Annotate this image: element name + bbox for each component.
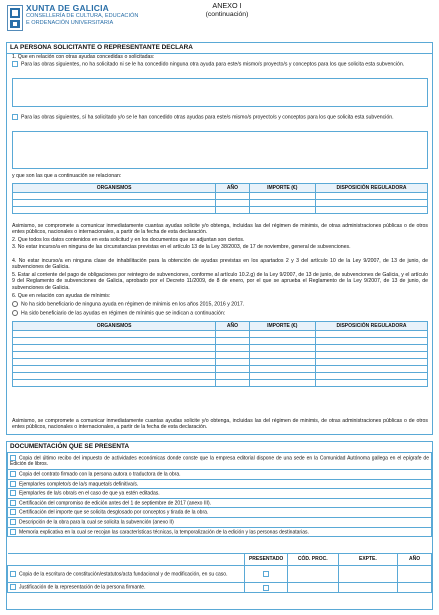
doc-checkbox[interactable] — [10, 584, 16, 590]
department-line2: E ORDENACIÓN UNIVERSITARIA — [26, 20, 114, 27]
doc-checkbox[interactable] — [10, 509, 16, 515]
table-cell[interactable] — [13, 207, 216, 214]
presentado-checkbox[interactable] — [263, 585, 269, 591]
doc-item — [8, 489, 432, 499]
table-cell[interactable] — [216, 373, 249, 380]
declaration-6: 6. Que en relación con ayudas de mínimis: — [12, 293, 111, 299]
expte-cell[interactable] — [338, 583, 397, 593]
doc-item-label: Certificación del compromiso de edición antes del 1 de septiembre de 2017 (anexo III). — [19, 500, 212, 507]
radio-yes-minimis-row — [12, 310, 428, 317]
table-cell[interactable] — [315, 345, 427, 352]
question-1: 1. Que en relación con otras ayudas concedidas o solicitadas: — [12, 54, 155, 60]
doc-row-label: Copia de la escritura de constitución/estatutos/acta fundacional y de modificación, en su caso. — [19, 571, 228, 578]
doc-row — [8, 583, 245, 593]
table-cell[interactable] — [249, 331, 315, 338]
col-presentado: PRESENTADO — [245, 554, 287, 566]
table-cell[interactable] — [216, 207, 249, 214]
minimis-table — [12, 321, 428, 387]
doc-item — [8, 479, 432, 489]
doc-checkbox[interactable] — [10, 571, 16, 577]
doc-item — [8, 527, 432, 537]
option-yes-aid-text: Para las obras siguientes, sí ha solicitado y/o se le han concedido otras ayudas para este/s mismo/s proyecto/s y conceptos para los que solicita esta subvención. — [21, 114, 394, 121]
ano-cell[interactable] — [398, 583, 432, 593]
table-cell[interactable] — [315, 352, 427, 359]
table-cell[interactable] — [249, 380, 315, 387]
col-ano: AÑO — [216, 322, 249, 331]
table-cell[interactable] — [249, 193, 315, 200]
doc-item — [8, 453, 432, 470]
table-cell[interactable] — [13, 380, 216, 387]
doc-checkbox[interactable] — [10, 481, 16, 487]
doc-item-label: Copia del último recibo del impuesto de actividades económicas donde conste que la empresa editorial dispone de una sede en la Comunidad Autónoma gallega en el epígrafe de Edición de libros. — [10, 455, 429, 468]
table-cell[interactable] — [216, 380, 249, 387]
doc-item — [8, 517, 432, 527]
col-disposicion: DISPOSICIÓN REGULADORA — [315, 322, 427, 331]
doc-table-blank-header — [8, 554, 245, 566]
declaration-section-title: LA PERSONA SOLICITANTE O REPRESENTANTE DECLARA — [7, 43, 432, 54]
table-cell[interactable] — [216, 345, 249, 352]
radio-no-minimis-label: No ha sido beneficiario de ninguna ayuda en régimen de mínimis en los años 2015, 2016 y 2017. — [21, 301, 245, 308]
doc-checkbox[interactable] — [10, 455, 16, 461]
table-cell[interactable] — [13, 373, 216, 380]
xunta-logo-icon — [7, 5, 23, 31]
organization-block — [26, 3, 138, 27]
col-importe: IMPORTE (€) — [249, 184, 315, 193]
col-disposicion: DISPOSICIÓN REGULADORA — [315, 184, 427, 193]
presentado-checkbox[interactable] — [263, 571, 269, 577]
table-cell[interactable] — [249, 200, 315, 207]
table-cell[interactable] — [13, 345, 216, 352]
table-cell[interactable] — [216, 338, 249, 345]
doc-item-label: Certificación del importe que se solicita desglosado por conceptos y tirada de la obra. — [19, 509, 209, 516]
table-cell[interactable] — [216, 359, 249, 366]
table-cell[interactable] — [216, 331, 249, 338]
table-cell[interactable] — [13, 352, 216, 359]
declaration-section — [6, 42, 433, 435]
annex-title: ANEXO I — [212, 1, 242, 10]
col-organismos: ORGANISMOS — [13, 184, 216, 193]
documentation-section-title: DOCUMENTACIÓN QUE SE PRESENTA — [7, 442, 432, 453]
annex-label — [192, 2, 262, 19]
table-cell[interactable] — [315, 338, 427, 345]
table-cell[interactable] — [216, 193, 249, 200]
table-cell[interactable] — [315, 373, 427, 380]
table-intro: y que son las que a continuación se relacionan: — [12, 173, 122, 179]
doc-item-label: Ejemplar/es completo/s de la/s maqueta/s definitiva/s. — [19, 481, 139, 487]
cod-proc-cell[interactable] — [287, 583, 338, 593]
doc-item — [8, 498, 432, 508]
doc-item-label: Ejemplar/es de la/s obra/s en el caso de que ya estén editadas. — [19, 490, 160, 497]
col-importe: IMPORTE (€) — [249, 322, 315, 331]
radio-no-minimis-row — [12, 301, 428, 308]
declaration-3: 3. No estar incurso/a en ninguna de las circunstancias previstas en el artículo 13 de la Ley 38/2003, de 17 de noviembre, general de subvenciones. — [12, 244, 351, 250]
annex-subtitle: (continuación) — [205, 10, 249, 18]
table-cell[interactable] — [249, 338, 315, 345]
no-aid-works-field[interactable] — [12, 78, 428, 107]
doc-item-label: Memoria explicativa en la cual se recojan las características técnicas, la temporalización de la edición y las personas destinatarias. — [19, 528, 309, 535]
radio-no-minimis[interactable] — [12, 301, 18, 307]
col-ano: AÑO — [398, 554, 432, 566]
doc-checkbox[interactable] — [10, 500, 16, 506]
doc-row-label: Justificación de la representación de la persona firmante. — [19, 584, 146, 591]
org-name: XUNTA DE GALICIA — [26, 3, 110, 13]
documents-list — [7, 452, 432, 537]
col-cod-proc: CÓD. PROC. — [287, 554, 338, 566]
cod-proc-cell[interactable] — [287, 566, 338, 583]
doc-row — [8, 566, 245, 583]
declaration-4: 4. No estar incurso/a en ninguna clase de inhabilitación para la obtención de ayudas previstas en los apartados 2 y 3 del artículo 10 de la Ley 9/2007, de 13 de junio, de subvenciones de Galicia. — [12, 258, 428, 271]
table-cell[interactable] — [249, 207, 315, 214]
aids-table — [12, 183, 428, 214]
table-cell[interactable] — [315, 200, 427, 207]
table-cell[interactable] — [13, 200, 216, 207]
table-cell[interactable] — [13, 338, 216, 345]
table-cell[interactable] — [315, 380, 427, 387]
table-cell[interactable] — [216, 200, 249, 207]
doc-checkbox[interactable] — [10, 519, 16, 525]
doc-checkbox[interactable] — [10, 529, 16, 535]
doc-item — [8, 508, 432, 518]
table-cell[interactable] — [315, 193, 427, 200]
presentado-cell — [245, 566, 287, 583]
expte-cell[interactable] — [338, 566, 397, 583]
table-cell[interactable] — [249, 366, 315, 373]
table-cell[interactable] — [13, 359, 216, 366]
option-yes-aid — [12, 114, 428, 121]
table-cell[interactable] — [216, 352, 249, 359]
table-cell[interactable] — [13, 331, 216, 338]
doc-checkbox[interactable] — [10, 490, 16, 496]
option-no-aid — [12, 61, 428, 68]
col-organismos: ORGANISMOS — [13, 322, 216, 331]
commitment-text-2: Asimismo, se compromete a comunicar inmediatamente cuantas ayudas solicite y/o obtenga, incluidas las del régimen de minimis, de otras administraciones públicas o de otros entes públicos, nacionales o internacionales, a partir de la fecha de esta declaración. — [12, 418, 428, 431]
declaration-2: 2. Que todos los datos contenidos en esta solicitud y en los documentos que se adjuntan son ciertos. — [12, 237, 245, 243]
table-cell[interactable] — [216, 366, 249, 373]
table-cell[interactable] — [315, 366, 427, 373]
checkbox-yes-aid[interactable] — [12, 114, 18, 120]
option-no-aid-text: Para las obras siguientes, no ha solicitado ni se le ha concedido ninguna otra ayuda para este/s mismo/s proyecto/s y conceptos para los que solicita esta subvención. — [21, 61, 405, 68]
commitment-text: Asimismo, se compromete a comunicar inmediatamente cuantas ayudas solicite y/o obtenga, incluidas las del régimen de minimis, de otras administraciones públicas o de otros entes públicos, nacionales o internacionales, a partir de la fecha de esta declaración. — [12, 223, 428, 236]
radio-yes-minimis-label: Ha sido beneficiario de las ayudas en régimen de mínimis que se indican a continuación: — [21, 310, 226, 317]
department-line1: CONSELLERÍA DE CULTURA, EDUCACIÓN — [26, 13, 139, 20]
table-cell[interactable] — [315, 331, 427, 338]
declaration-5: 5. Estar al corriente del pago de obligaciones por reintegro de subvenciones, conforme al artículo 10.2.g) de la Ley 9/2007, de 13 de junio, de subvenciones de Galicia, y el artículo 9 del Reglamento de subvenciones de Galicia, aprobado por el Decreto 11/2009, de 8 de enero, por el que se aprueba el Reglamento de la Ley 9/2007, de 13 de junio, de subvenciones de Galicia. — [12, 272, 428, 291]
radio-yes-minimis[interactable] — [12, 310, 18, 316]
table-cell[interactable] — [13, 193, 216, 200]
doc-item-label: Descripción de la obra para la cual se solicita la subvención (anexo II) — [19, 519, 174, 526]
ano-cell[interactable] — [398, 566, 432, 583]
table-cell[interactable] — [315, 207, 427, 214]
presentado-cell — [245, 583, 287, 593]
table-cell[interactable] — [13, 366, 216, 373]
documentation-section — [6, 441, 433, 610]
table-cell[interactable] — [315, 359, 427, 366]
documents-table — [7, 553, 432, 593]
col-ano: AÑO — [216, 184, 249, 193]
doc-item-label: Copia del contrato firmado con la persona autora o traductora de la obra. — [19, 471, 181, 478]
table-cell[interactable] — [249, 373, 315, 380]
table-cell[interactable] — [249, 359, 315, 366]
doc-checkbox[interactable] — [10, 471, 16, 477]
page-header — [0, 0, 439, 42]
doc-item — [8, 470, 432, 480]
table-cell[interactable] — [249, 345, 315, 352]
checkbox-no-aid[interactable] — [12, 61, 18, 67]
col-expte: EXPTE. — [338, 554, 397, 566]
yes-aid-works-field[interactable] — [12, 131, 428, 169]
table-cell[interactable] — [249, 352, 315, 359]
